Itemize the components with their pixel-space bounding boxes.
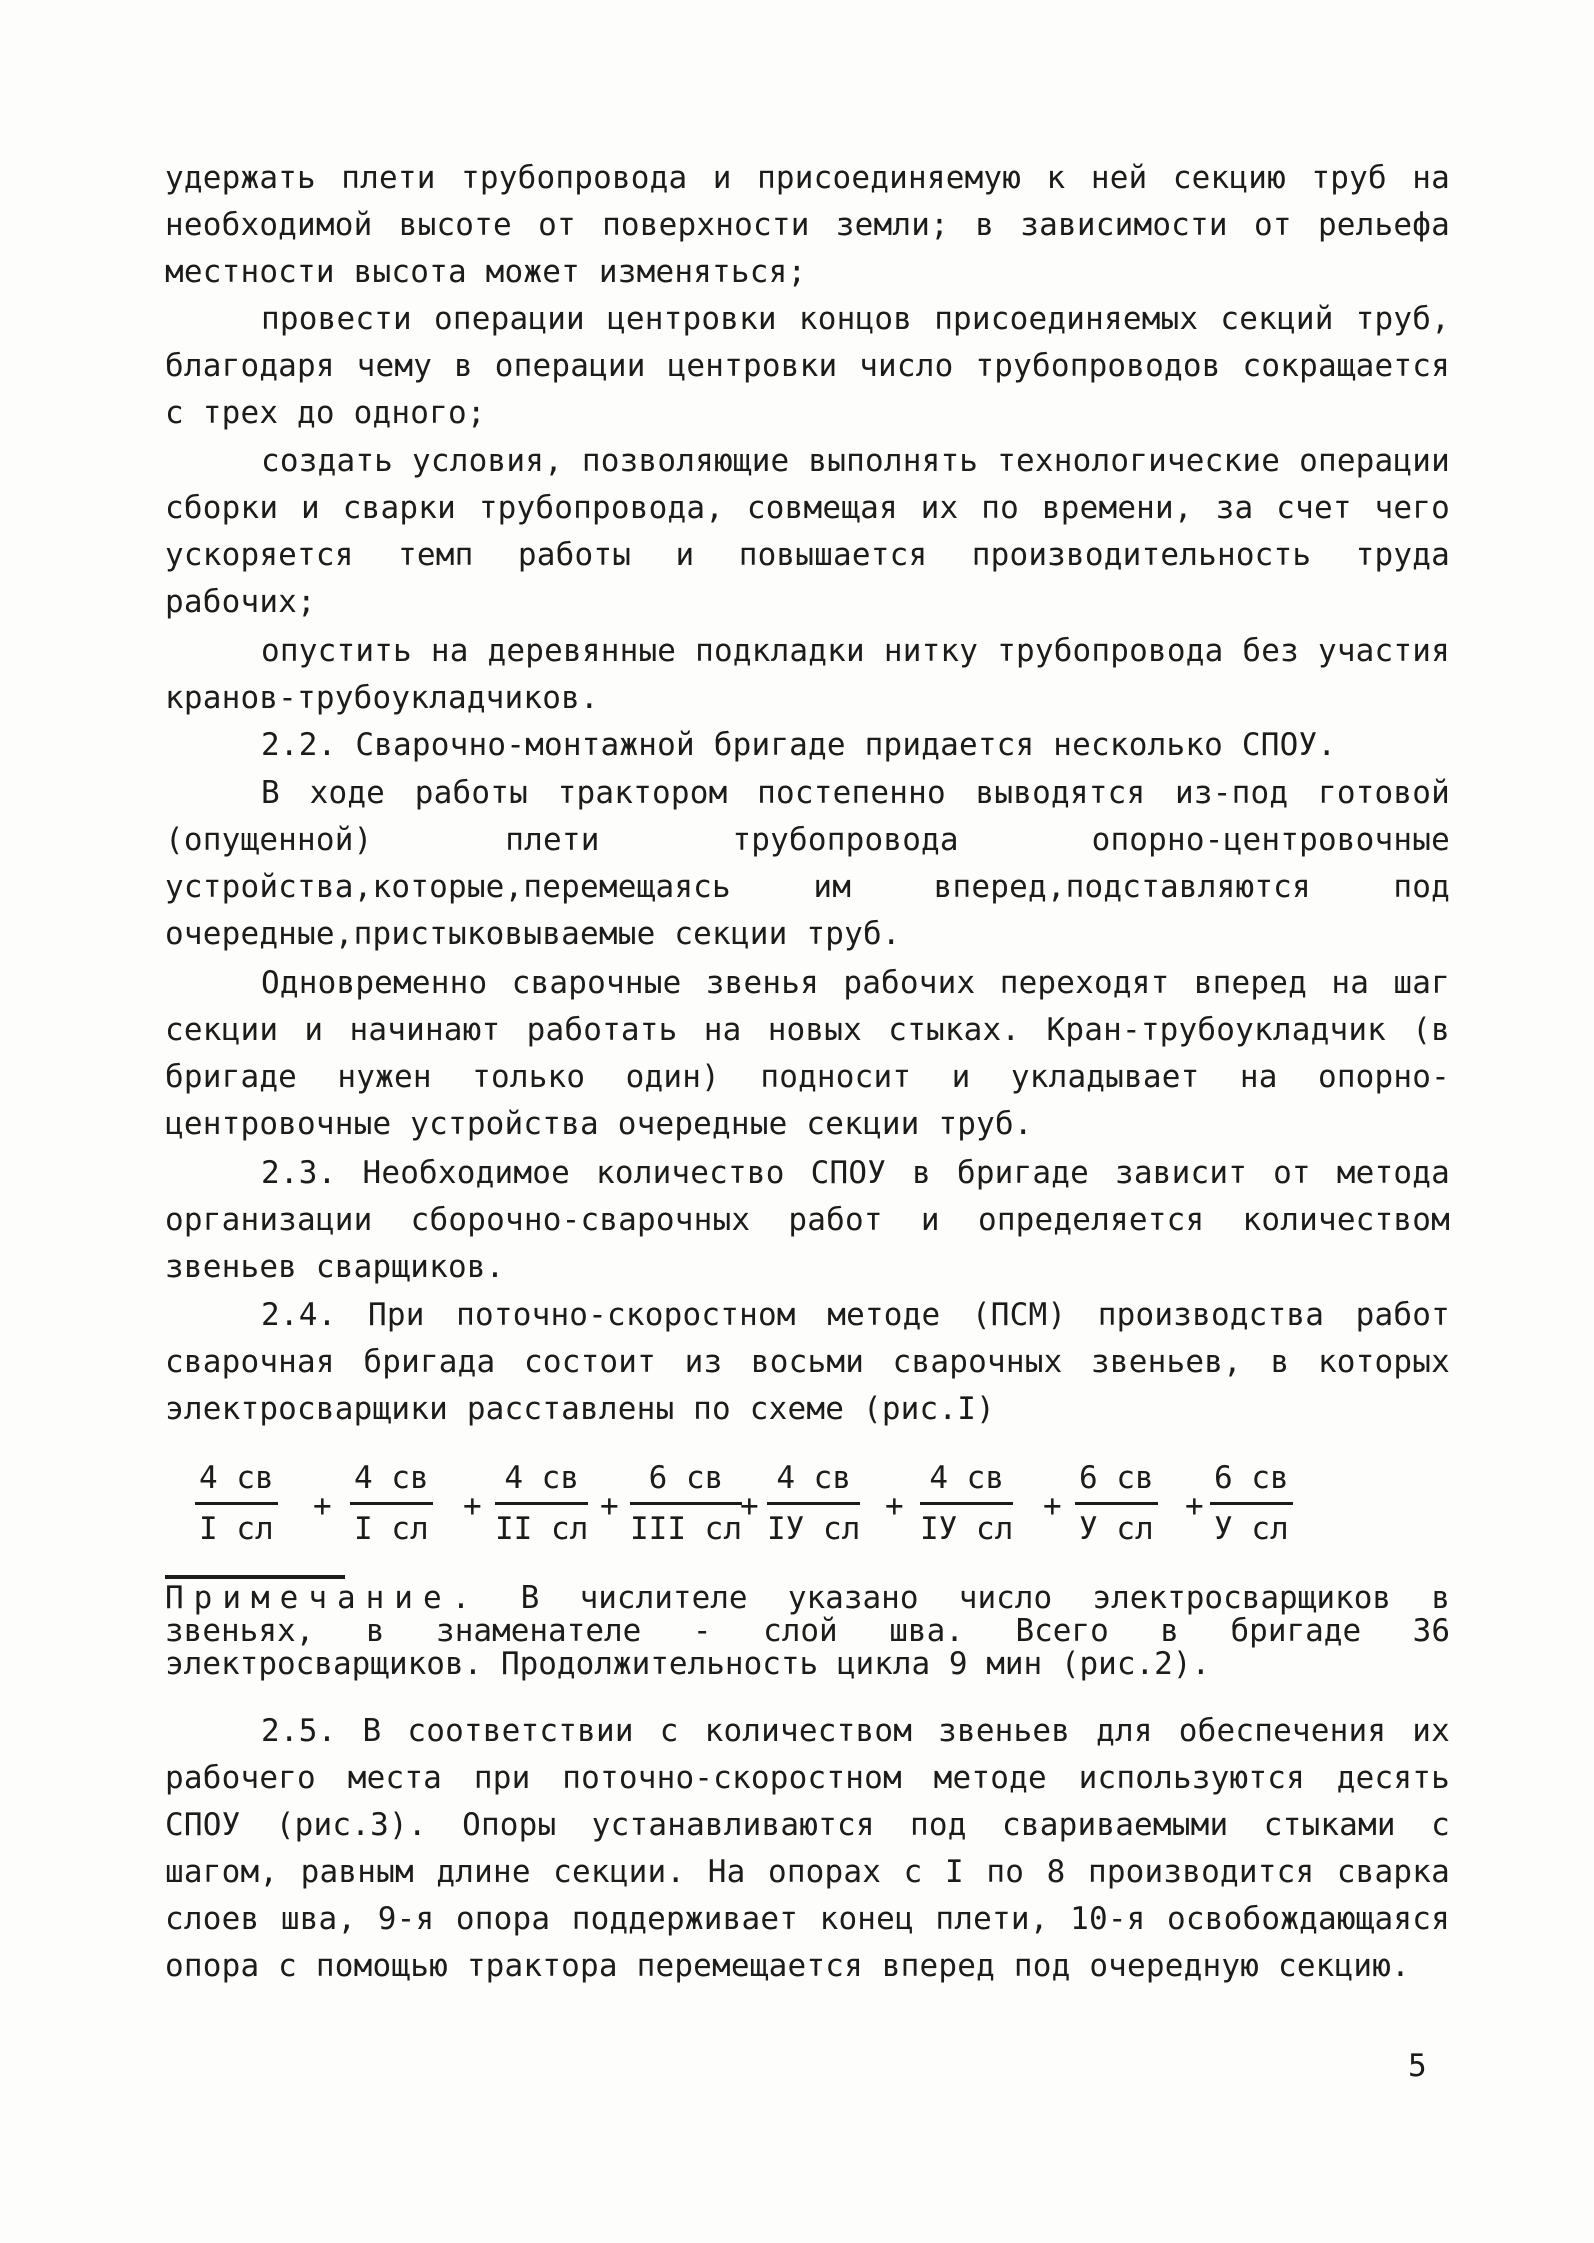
- fraction-denominator: II сл: [495, 1511, 589, 1547]
- fraction-numerator: 6 св: [1075, 1460, 1158, 1505]
- fraction-denominator: У сл: [1214, 1511, 1289, 1547]
- formula-fraction: [920, 1460, 1013, 1547]
- formula-fraction: [195, 1460, 278, 1547]
- welders-layout-formula: [195, 1460, 1395, 1570]
- fraction-denominator: I сл: [199, 1511, 274, 1547]
- paragraph-section-2-2: 2.2. Сварочно-монтажной бригаде придается несколько СПОУ.: [261, 727, 1337, 763]
- formula-fraction: [1210, 1460, 1293, 1547]
- fraction-numerator: 4 св: [920, 1460, 1013, 1505]
- paragraph-section-2-5: 2.5. В соответствии с количеством звеньев для обеспечения их рабочего места при поточно-скоростном методе используются десять СПОУ (рис.3). Опоры устанавливаются под свариваемыми стыками с шагом, равным длине секции. На опорах с I по 8 производится сварка слоев шва, 9-я опора поддерживает конец плети, 10-я освобождающаяся опора с помощью трактора перемещается вперед под очередную секцию.: [165, 1713, 1450, 1984]
- footnote-divider: [165, 1575, 345, 1579]
- plus-sign: +: [885, 1488, 904, 1524]
- formula-fraction: [767, 1460, 860, 1547]
- plus-sign: +: [1185, 1488, 1204, 1524]
- fraction-numerator: 4 св: [195, 1460, 278, 1505]
- plus-sign: +: [600, 1488, 619, 1524]
- paragraph-5: В ходе работы трактором постепенно выводятся из-под готовой (опущенной) плети трубопровода опорно-центровочные устройства,которые,перемещаясь им вперед,подставляются под очередные,пристыковываемые секции труб.: [165, 775, 1450, 952]
- paragraph-1: удержать плети трубопровода и присоединяемую к ней секцию труб на необходимой высоте от поверхности земли; в зависимости от рельефа местности высота может изменяться;: [165, 160, 1450, 290]
- fraction-denominator: I сл: [354, 1511, 429, 1547]
- formula-fraction: [495, 1460, 588, 1547]
- footnote-note: [165, 1582, 1450, 1681]
- fraction-numerator: 6 св: [630, 1460, 742, 1505]
- fraction-denominator: IУ сл: [767, 1511, 861, 1547]
- fraction-denominator: IУ сл: [920, 1511, 1014, 1547]
- fraction-numerator: 6 св: [1210, 1460, 1293, 1505]
- note-label: Примечание.: [165, 1580, 481, 1616]
- formula-fraction: [350, 1460, 433, 1547]
- plus-sign: +: [463, 1488, 482, 1524]
- plus-sign: +: [1043, 1488, 1062, 1524]
- page-number: 5: [1408, 2048, 1427, 2084]
- fraction-numerator: 4 св: [350, 1460, 433, 1505]
- fraction-denominator: III сл: [630, 1511, 742, 1547]
- paragraph-2: провести операции центровки концов присоединяемых секций труб, благодаря чему в операции центровки число трубопроводов сокращается с трех до одного;: [165, 301, 1450, 431]
- formula-fraction: [1075, 1460, 1158, 1547]
- paragraph-4: опустить на деревянные подкладки нитку трубопровода без участия кранов-трубоукладчиков.: [165, 633, 1450, 716]
- plus-sign: +: [740, 1488, 759, 1524]
- fraction-numerator: 4 св: [767, 1460, 860, 1505]
- fraction-numerator: 4 св: [495, 1460, 588, 1505]
- formula-fraction: [630, 1460, 742, 1547]
- note-text: В числителе указано число электросварщиков в звеньях, в знаменателе - слой шва. Всего в бригаде 36 электросварщиков. Продолжительность цикла 9 мин (рис.2).: [165, 1580, 1450, 1682]
- paragraph-6: Одновременно сварочные звенья рабочих переходят вперед на шаг секции и начинают работать на новых стыках. Кран-трубоукладчик (в бригаде нужен только один) подносит и укладывает на опорно-центровочные устройства очередные секции труб.: [165, 965, 1450, 1142]
- paragraph-section-2-3: 2.3. Необходимое количество СПОУ в бригаде зависит от метода организации сборочно-сварочных работ и определяется количеством звеньев сварщиков.: [165, 1155, 1450, 1285]
- paragraph-section-2-4: 2.4. При поточно-скоростном методе (ПСМ) производства работ сварочная бригада состоит из восьми сварочных звеньев, в которых электросварщики расставлены по схеме (рис.I): [165, 1297, 1450, 1427]
- fraction-denominator: У сл: [1079, 1511, 1154, 1547]
- paragraph-3: создать условия, позволяющие выполнять технологические операции сборки и сварки трубопровода, совмещая их по времени, за счет чего ускоряется темп работы и повышается производительность труда рабочих;: [165, 443, 1450, 620]
- plus-sign: +: [313, 1488, 332, 1524]
